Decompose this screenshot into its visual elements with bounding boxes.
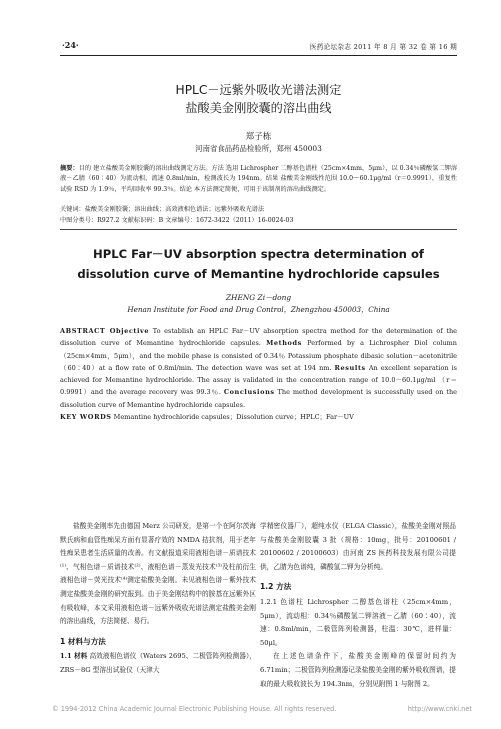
en-title xyxy=(60,244,457,284)
section-heading-materials-methods: 1 材料与方法 xyxy=(60,636,106,646)
en-abstract-objective: To establish an HPLC Far－UV absorption spectra method for the determination of the dissolution curve of Memantine hydrochloride capsules. xyxy=(60,327,457,348)
en-abstract-conclusions: The method development is successfully used on the dissolution curve of Memantine hydrochloride capsules. xyxy=(60,388,457,409)
footer-url[interactable]: http://www.cnki.net xyxy=(407,705,472,713)
chromatography-paragraph: 在上述色谱条件下，盐酸美金刚峰的保留时间约为 6.71min；二极管阵列检测器记录盐酸美金刚的紫外吸收图谱，提取的最大吸收波长为 194.3nm，分别见附图 1 与附图 2。 xyxy=(260,652,456,688)
en-affiliation: Henan Institute for Food and Drug Control，Zhengzhou 450003，China xyxy=(127,305,390,314)
en-conclusions-label: Conclusions xyxy=(223,388,275,397)
cn-abstract-text: 目的 建立盐酸美金刚胶囊的溶出曲线测定方法。方法 选用 Lichrospher 二醇基色谱柱（25cm×4mm，5μm），以 0.34％磷酸氢二钾溶液－乙腈（60∶40）为流动相，流速 0.8ml/min，检测波长为 194nm。结果 盐酸美金刚线性范围 10.0～60.1μg/ml（r＝0.9991），重复性试验 RSD 为 1.9％，平均回收率 99.3％。结论 本方法测定简便，可用于该制剂的溶出曲线测定。 xyxy=(60,165,458,193)
cn-author: 郑子栋 xyxy=(245,132,272,142)
en-keywords-label: KEY WORDS xyxy=(60,413,112,422)
cn-affiliation: 河南省食品药品检验所，郑州 450003 xyxy=(195,144,322,153)
intro-paragraph: 盐酸美金刚率先由德国 Merz 公司研发，是第一个在阿尔茨海默氏病和血管性痴呆方面有显著疗效的 NMDA 拮抗剂，用于老年性痴呆患者生活质量的改善。有文献报道采用液相色谱－质谱技术⁽¹⁾、气相色谱－质谱技术⁽²⁾、液相色谱－蒸发光技术⁽³⁾及柱前衍生液相色谱－荧光技术⁽⁴⁾测定盐酸美金刚。未见液相色谱－紫外技术测定盐酸美金刚的研究报到。由于美金刚结构中的胺基在远紫外区有吸收峰，本文采用液相色谱－远紫外吸收光谱法测定盐酸美金刚的溶出曲线，方法简便、易行。 xyxy=(60,522,256,626)
subsection-column: 1.2.1 色谱柱 Lichrospher 二醇基色谱柱（25cm×4mm，5μm），流动相：0.34％磷酸氢二钾溶液－乙腈（60∶40），流速：0.8ml/min，二极管阵列检测器，柱温：30℃，进样量：50μl。 xyxy=(260,597,456,647)
copyright-footer xyxy=(52,705,472,713)
section-divider xyxy=(60,229,457,230)
materials-continued: 学精密仪器厂），超纯水仪（ELGA Classic），盐酸美金刚对照品与盐酸美金刚胶囊 3 批（规格：10mg，批号：20100601 / 20100602 / 20100603）由河南 ZS 医药科技发展有限公司提供，乙腈为色谱纯，磷酸氢二钾为分析纯。 xyxy=(260,522,456,571)
en-title-line1: HPLC Far－UV absorption spectra determination of xyxy=(93,247,424,261)
cn-title xyxy=(60,81,457,117)
en-keywords: Memantine hydrochloride capsules；Dissolution curve；HPLC；Far－UV xyxy=(111,413,354,422)
cn-abstract xyxy=(60,164,457,195)
en-abstract-methods: Performed by a Lichrospher Diol column （25cm×4mm，5μm），and the mobile phase is consisted of 0.34％ Potassium phosphate dibasic solution－acetonitrile（60∶40）at a flow rate of 0.8ml/min. The detection wave was set at 194 nm. xyxy=(60,339,457,372)
body-column-right xyxy=(260,520,456,691)
subsection-materials xyxy=(60,650,256,677)
en-methods-label: Methods xyxy=(266,339,302,348)
cn-title-line2: 盐酸美金刚胶囊的溶出曲线 xyxy=(185,101,332,115)
subsection-materials-label: 1.1 材料 xyxy=(60,652,88,661)
running-header xyxy=(0,40,501,54)
cn-keywords: 关键词：盐酸美金刚胶囊；溶出曲线；高效液相色谱法；远紫外吸收光谱法 xyxy=(60,206,265,213)
en-abstract-label: ABSTRACT Objective xyxy=(60,327,150,335)
header-rule xyxy=(60,55,457,56)
en-title-line2: dissolution curve of Memantine hydrochloride capsules xyxy=(77,267,440,281)
en-abstract xyxy=(60,325,457,423)
page-number: ·24· xyxy=(62,40,79,50)
subsection-methods: 1.2 方法 xyxy=(260,582,292,592)
en-abstract-results: An excellent separation is achieved for Memantine hydrochloride. The assay is validated in the concentration range of 10.0－60.1μg/ml （r＝0.9991）and the average recovery was 99.3％. xyxy=(60,363,457,397)
copyright-text: © 1994-2012 China Academic Journal Electronic Publishing House. All rights reserved. xyxy=(52,705,337,713)
subsection-materials-text: 高效液相色谱仪（Waters 2695、二极管阵列检测器），ZRS－8G 型溶出试验仪（天津大 xyxy=(60,652,256,674)
en-author: ZHENG Zi－dong xyxy=(225,293,292,302)
cn-title-line1: HPLC－远紫外吸收光谱法测定 xyxy=(175,83,342,97)
journal-info: 医药论坛杂志 2011 年 8 月 第 32 卷 第 16 期 xyxy=(309,43,457,51)
en-results-label: Results xyxy=(334,363,366,372)
cn-article-meta: 中图分类号：R927.2 文献标识码：B 文章编号：1672-3422（2011）16-0024-03 xyxy=(60,217,294,224)
cn-abstract-label: 摘要： xyxy=(60,165,79,172)
body-column-left xyxy=(60,520,256,678)
